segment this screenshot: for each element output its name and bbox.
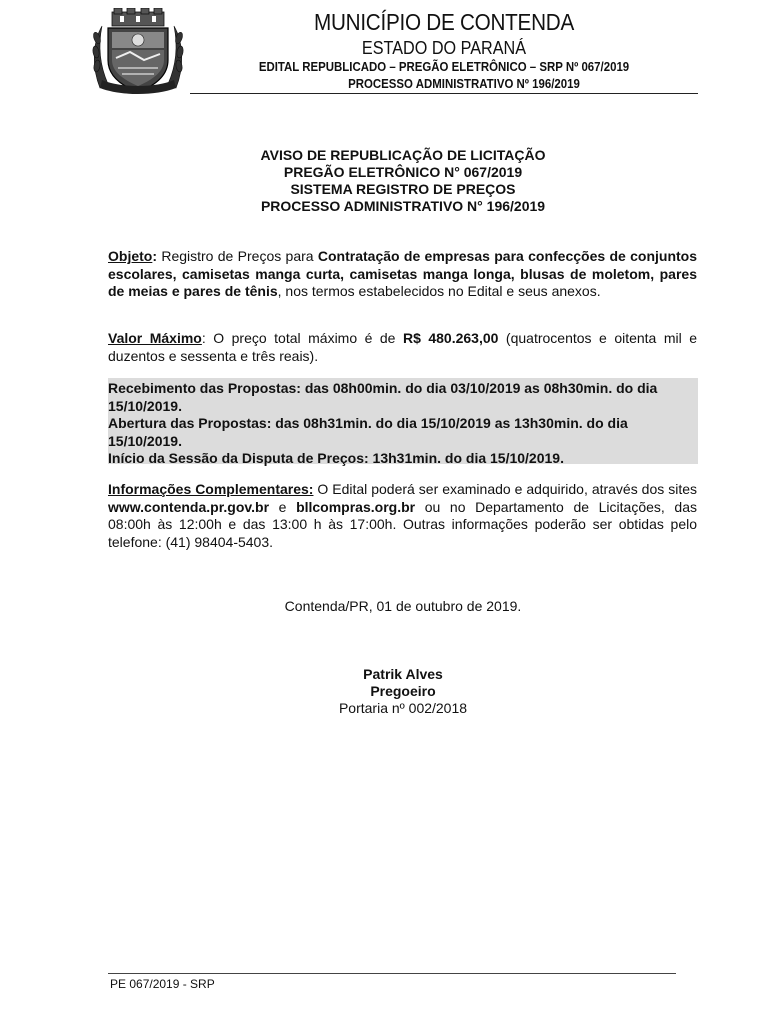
header-divider <box>190 93 698 94</box>
notice-title-line: PROCESSO ADMINISTRATIVO N° 196/2019 <box>260 198 546 214</box>
edital-heading: EDITAL REPUBLICADO – PREGÃO ELETRÔNICO – SRP Nº 067/2019 <box>258 59 630 74</box>
municipality-title: MUNICÍPIO DE CONTENDA <box>313 9 574 35</box>
valor-paragraph <box>108 330 697 365</box>
valor-text: : O preço total máximo é de <box>201 330 403 346</box>
inicio-line: Início da Sessão da Disputa de Preços: 13h31min. do dia 15/10/2019. <box>108 450 564 466</box>
valor-text: (quatrocentos e oitenta mil e duzentos e sessenta e três reais). <box>108 330 698 364</box>
valor-amount: R$ 480.263,00 <box>402 330 499 346</box>
notice-title <box>108 147 698 215</box>
valor-label: Valor Máximo <box>108 330 202 346</box>
notice-title-line: PREGÃO ELETRÔNICO N° 067/2019 <box>283 164 523 180</box>
site-link[interactable]: bllcompras.org.br <box>296 498 416 515</box>
signer-portaria: Portaria nº 002/2018 <box>338 700 468 716</box>
state-subtitle: ESTADO DO PARANÁ <box>361 38 527 58</box>
notice-title-line: SISTEMA REGISTRO DE PREÇOS <box>290 181 516 197</box>
dates-block <box>108 380 697 468</box>
municipal-coat-of-arms-icon <box>90 8 186 94</box>
objeto-sep: : <box>152 248 158 264</box>
objeto-label: Objeto <box>108 248 153 264</box>
place-date: Contenda/PR, 01 de outubro de 2019. <box>284 598 522 614</box>
footer-text: PE 067/2019 - SRP <box>110 977 215 991</box>
objeto-description: Contratação de empresas para confecções de conjuntos escolares, camisetas manga curta, camisetas manga longa, blusas de moletom, pares de meias e pares de tênis <box>108 248 697 299</box>
signer-name: Patrik Alves <box>363 666 443 682</box>
footer-divider <box>108 973 676 974</box>
notice-title-line: AVISO DE REPUBLICAÇÃO DE LICITAÇÃO <box>260 147 546 163</box>
objeto-paragraph <box>108 248 697 301</box>
objeto-text: Registro de Preços para <box>157 248 318 264</box>
info-text: ou no Departamento de Licitações, das 08:00h às 12:00h e das 13:00 h às 17:00h. Outras informações poderão ser obtidas pelo telefone: (41) 98404-5403. <box>108 498 697 550</box>
info-text: O Edital poderá ser examinado e adquirido, através dos sites <box>313 481 697 497</box>
abertura-line: Abertura das Propostas: das 08h31min. do dia 15/10/2019 as 13h30min. do dia 15/10/2019. <box>108 415 628 449</box>
site-link[interactable]: www.contenda.pr.gov.br <box>108 498 270 515</box>
signer-role: Pregoeiro <box>370 683 436 699</box>
recebimento-line: Recebimento das Propostas: das 08h00min. do dia 03/10/2019 as 08h30min. do dia 15/10/2019. <box>108 380 658 414</box>
objeto-text: , nos termos estabelecidos no Edital e seus anexos. <box>277 283 601 299</box>
processo-heading: PROCESSO ADMINISTRATIVO Nº 196/2019 <box>348 76 580 91</box>
info-label: Informações Complementares: <box>108 481 314 497</box>
info-paragraph <box>108 481 697 551</box>
info-text: e <box>269 498 297 515</box>
